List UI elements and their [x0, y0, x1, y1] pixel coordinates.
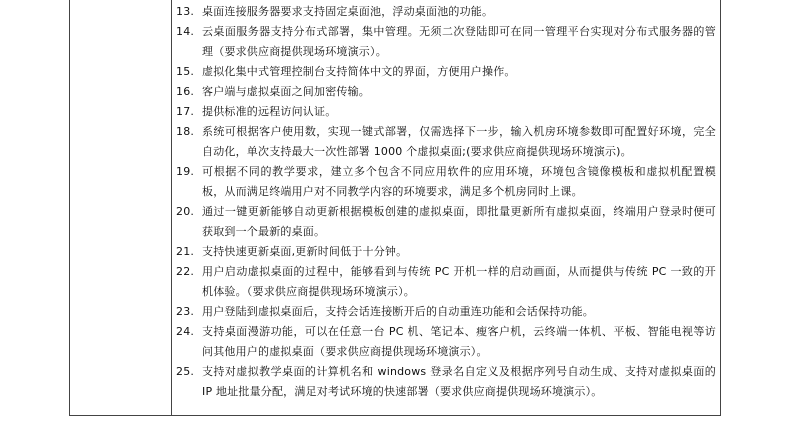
- spec-item: [176, 102, 716, 122]
- spec-item: [176, 82, 716, 102]
- item-text: 可根据不同的教学要求，建立多个包含不同应用软件的应用环境，环境包含镜像模板和虚拟机配置模板，从而满足终端用户对不同教学内容的环境要求，满足多个机房同时上课。: [202, 165, 716, 198]
- item-text: 提供标准的远程访问认证。: [202, 105, 337, 118]
- item-number: 21.: [176, 245, 195, 258]
- table-divider-mid: [171, 0, 172, 416]
- item-number: 15.: [176, 65, 195, 78]
- item-text: 系统可根据客户使用数，实现一键式部署，仅需选择下一步，输入机房环境参数即可配置好环境，完全自动化，单次支持最大一次性部署 1000 个虚拟桌面;(要求供应商提供现场环境演示)。: [202, 125, 716, 158]
- table-border-right: [720, 0, 721, 416]
- spec-item: [176, 62, 716, 82]
- spec-item: [176, 162, 716, 202]
- spec-item: [176, 2, 716, 22]
- item-text: 支持桌面漫游功能，可以在任意一台 PC 机、笔记本、瘦客户机，云终端一体机、平板、智能电视等访问其他用户的虚拟桌面（要求供应商提供现场环境演示）。: [202, 325, 716, 358]
- item-number: 22.: [176, 265, 195, 278]
- spec-item: [176, 242, 716, 262]
- item-text: 客户端与虚拟桌面之间加密传输。: [202, 85, 370, 98]
- spec-item: [176, 302, 716, 322]
- spec-item: [176, 262, 716, 302]
- item-text: 通过一键更新能够自动更新根据模板创建的虚拟桌面，即批量更新所有虚拟桌面，终端用户登录时便可获取到一个最新的桌面。: [202, 205, 716, 238]
- spec-item: [176, 202, 716, 242]
- item-number: 23.: [176, 305, 195, 318]
- spec-item: [176, 22, 716, 62]
- item-number: 16.: [176, 85, 195, 98]
- item-text: 用户启动虚拟桌面的过程中，能够看到与传统 PC 开机一样的启动画面，从而提供与传统 PC 一致的开机体验。（要求供应商提供现场环境演示）。: [202, 265, 716, 298]
- spec-item: [176, 122, 716, 162]
- item-text: 云桌面服务器支持分布式部署，集中管理。无须二次登陆即可在同一管理平台实现对分布式服务器的管理（要求供应商提供现场环境演示）。: [202, 25, 716, 58]
- item-number: 24.: [176, 325, 195, 338]
- item-text: 支持快速更新桌面,更新时间低于十分钟。: [202, 245, 408, 258]
- item-number: 14.: [176, 25, 195, 38]
- spec-list: [176, 2, 716, 402]
- item-number: 13.: [176, 5, 195, 18]
- item-number: 25.: [176, 365, 195, 378]
- item-number: 20.: [176, 205, 195, 218]
- item-number: 19.: [176, 165, 195, 178]
- table-border-left: [69, 0, 70, 416]
- item-number: 17.: [176, 105, 195, 118]
- item-text: 桌面连接服务器要求支持固定桌面池，浮动桌面池的功能。: [202, 5, 494, 18]
- item-text: 虚拟化集中式管理控制台支持简体中文的界面，方便用户操作。: [202, 65, 516, 78]
- spec-item: [176, 362, 716, 402]
- spec-item: [176, 322, 716, 362]
- table-bottom-border: [69, 415, 721, 416]
- item-text: 支持对虚拟教学桌面的计算机名和 windows 登录名自定义及根据序列号自动生成、支持对虚拟桌面的 IP 地址批量分配，满足对考试环境的快速部署（要求供应商提供现场环境演示）。: [202, 365, 716, 398]
- item-text: 用户登陆到虚拟桌面后，支持会话连接断开后的自动重连功能和会话保持功能。: [202, 305, 594, 318]
- item-number: 18.: [176, 125, 195, 138]
